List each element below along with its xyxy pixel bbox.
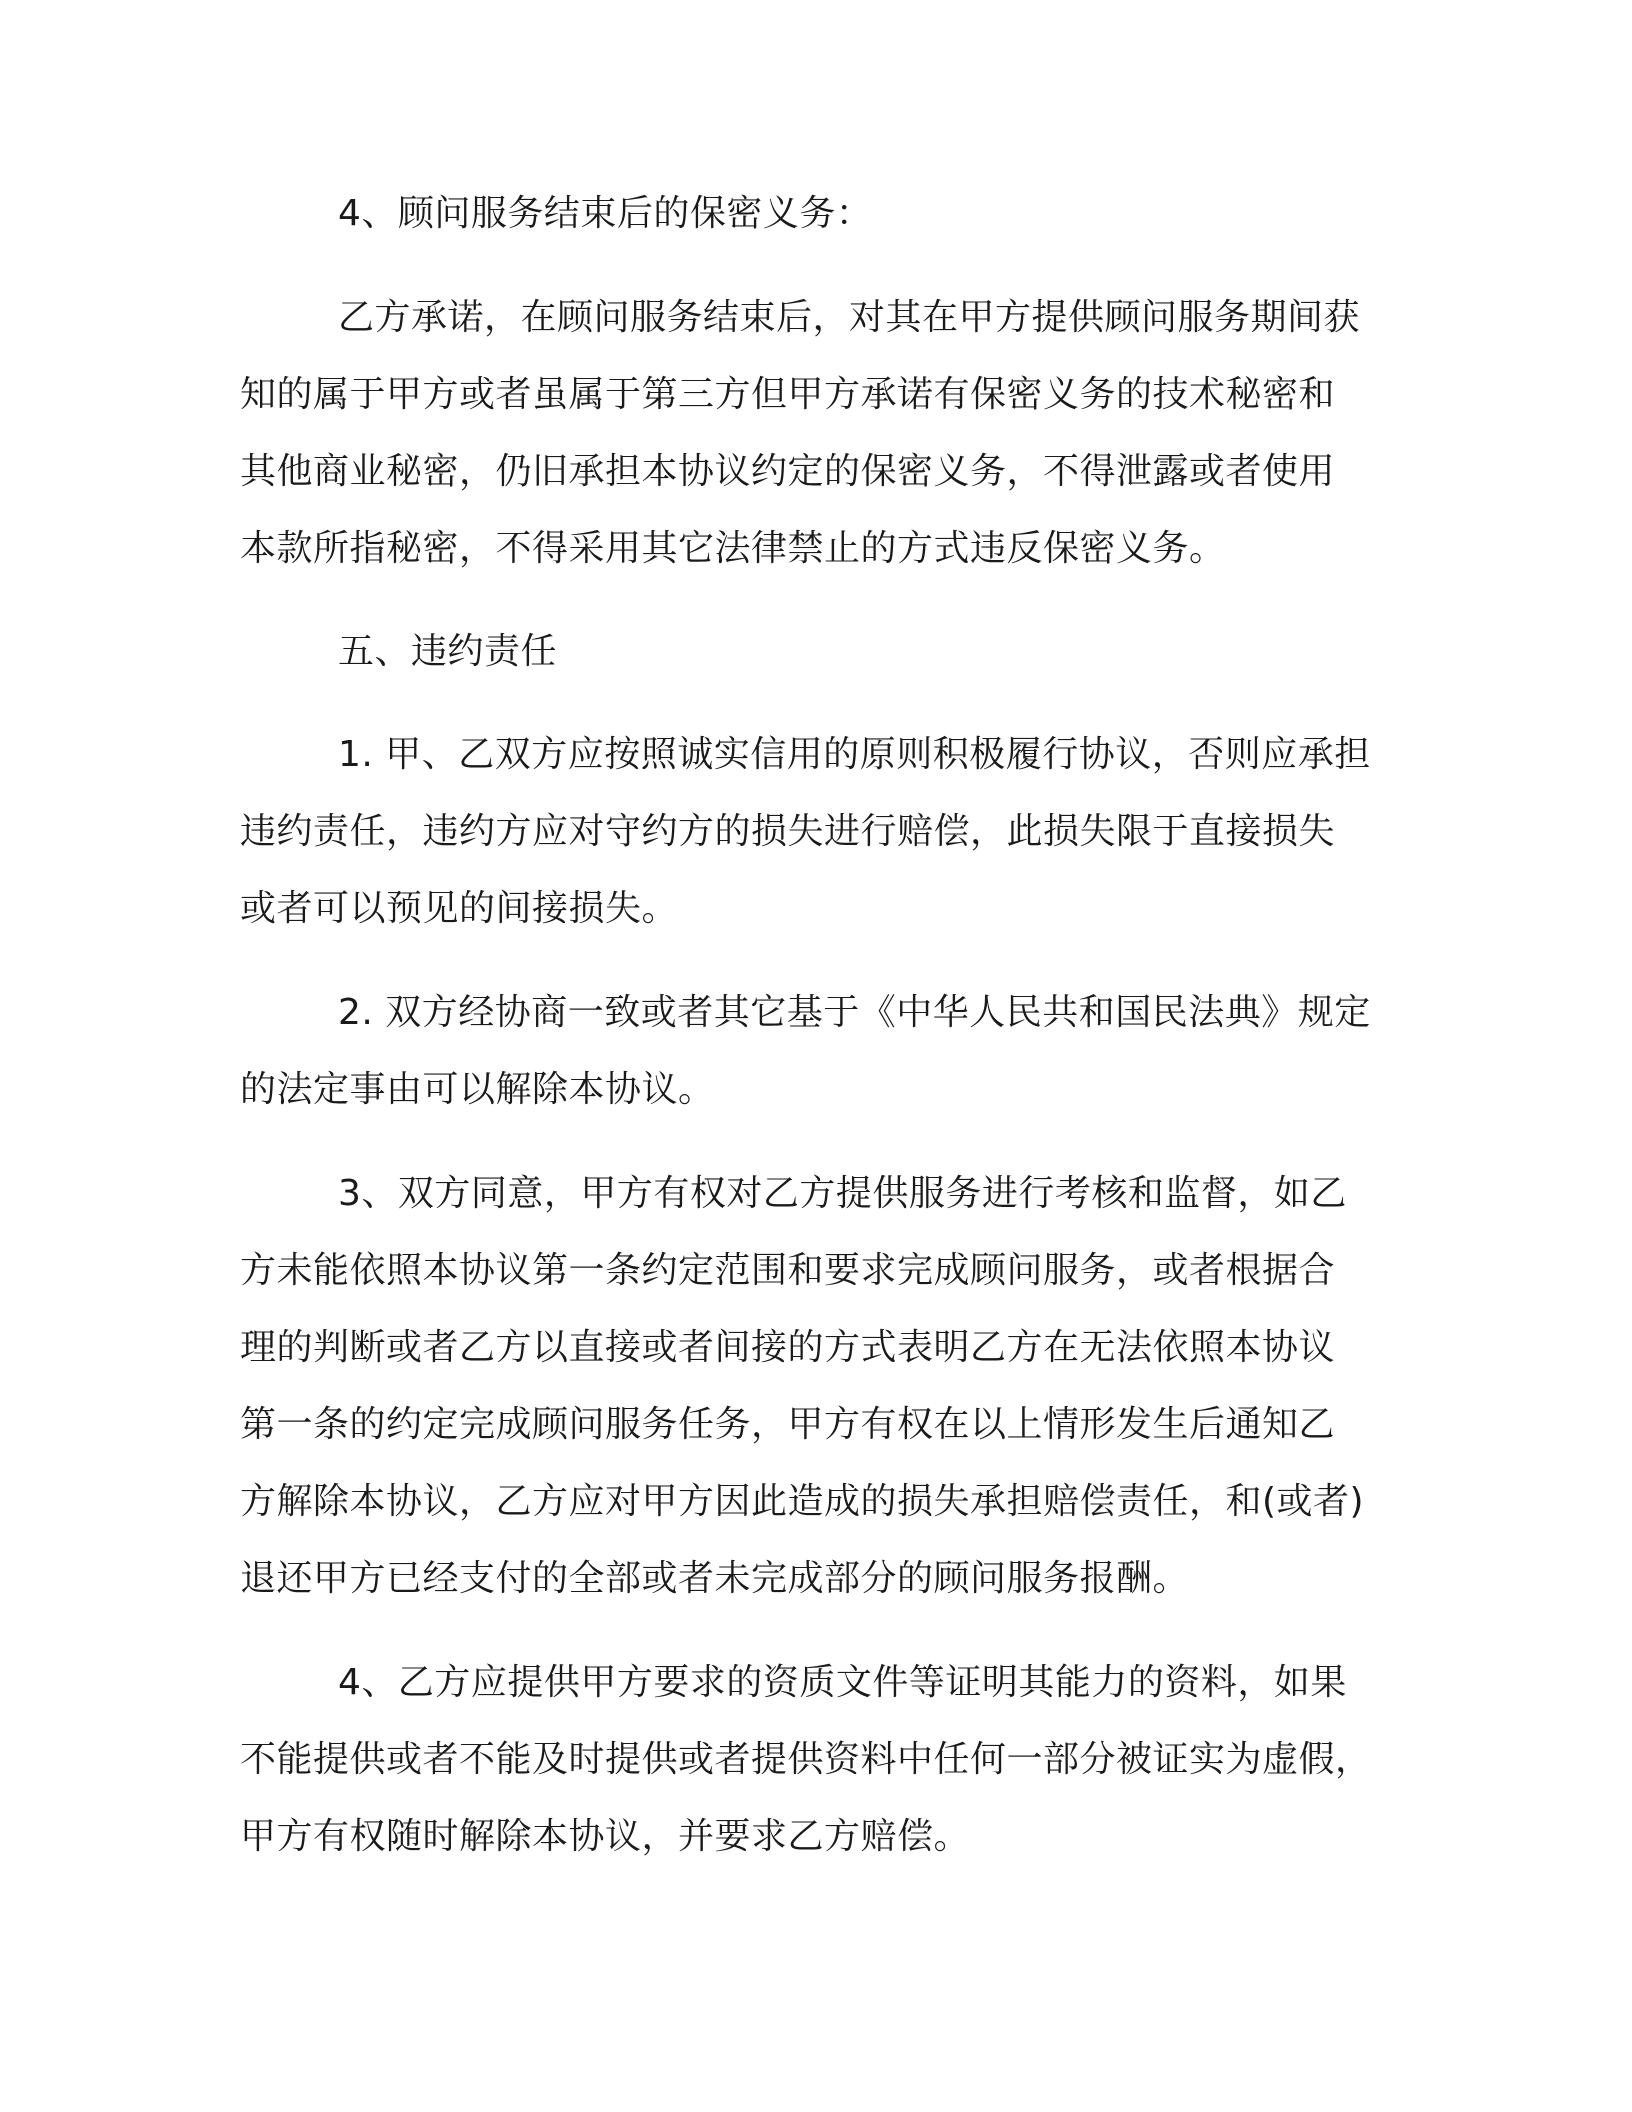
paragraph-line: 知的属于甲方或者虽属于第三方但甲方承诺有保密义务的技术秘密和 (240, 374, 1336, 415)
paragraph-line: 1. 甲、乙双方应按照诚实信用的原则积极履行协议，否则应承担 (338, 734, 1371, 775)
paragraph-line: 理的判断或者乙方以直接或者间接的方式表明乙方在无法依照本协议 (240, 1327, 1336, 1368)
paragraph-line: 甲方有权随时解除本协议，并要求乙方赔偿。 (240, 1816, 971, 1857)
section-heading-confidentiality: 4、顾问服务结束后的保密义务： (338, 193, 873, 234)
paragraph-line: 或者可以预见的间接损失。 (240, 888, 679, 929)
paragraph-line: 不能提供或者不能及时提供或者提供资料中任何一部分被证实为虚假， (240, 1739, 1372, 1780)
paragraph-line: 4、乙方应提供甲方要求的资质文件等证明其能力的资料，如果 (338, 1662, 1347, 1703)
paragraph-line: 本款所指秘密，不得采用其它法律禁止的方式违反保密义务。 (240, 528, 1226, 569)
paragraph-line: 3、双方同意，甲方有权对乙方提供服务进行考核和监督，如乙 (338, 1173, 1347, 1214)
section-heading-breach: 五、违约责任 (338, 631, 558, 672)
paragraph-line: 方解除本协议，乙方应对甲方因此造成的损失承担赔偿责任，和(或者) (240, 1481, 1365, 1522)
paragraph-line: 的法定事由可以解除本协议。 (240, 1069, 715, 1110)
paragraph-line: 2. 双方经协商一致或者其它基于《中华人民共和国民法典》规定 (338, 992, 1371, 1033)
paragraph-line: 乙方承诺，在顾问服务结束后，对其在甲方提供顾问服务期间获 (338, 297, 1361, 338)
paragraph-line: 方未能依照本协议第一条约定范围和要求完成顾问服务，或者根据合 (240, 1250, 1336, 1291)
paragraph-line: 第一条的约定完成顾问服务任务，甲方有权在以上情形发生后通知乙 (240, 1404, 1336, 1445)
paragraph-line: 其他商业秘密，仍旧承担本协议约定的保密义务，不得泄露或者使用 (240, 451, 1336, 492)
paragraph-line: 退还甲方已经支付的全部或者未完成部分的顾问服务报酬。 (240, 1558, 1190, 1599)
paragraph-line: 违约责任，违约方应对守约方的损失进行赔偿，此损失限于直接损失 (240, 811, 1336, 852)
